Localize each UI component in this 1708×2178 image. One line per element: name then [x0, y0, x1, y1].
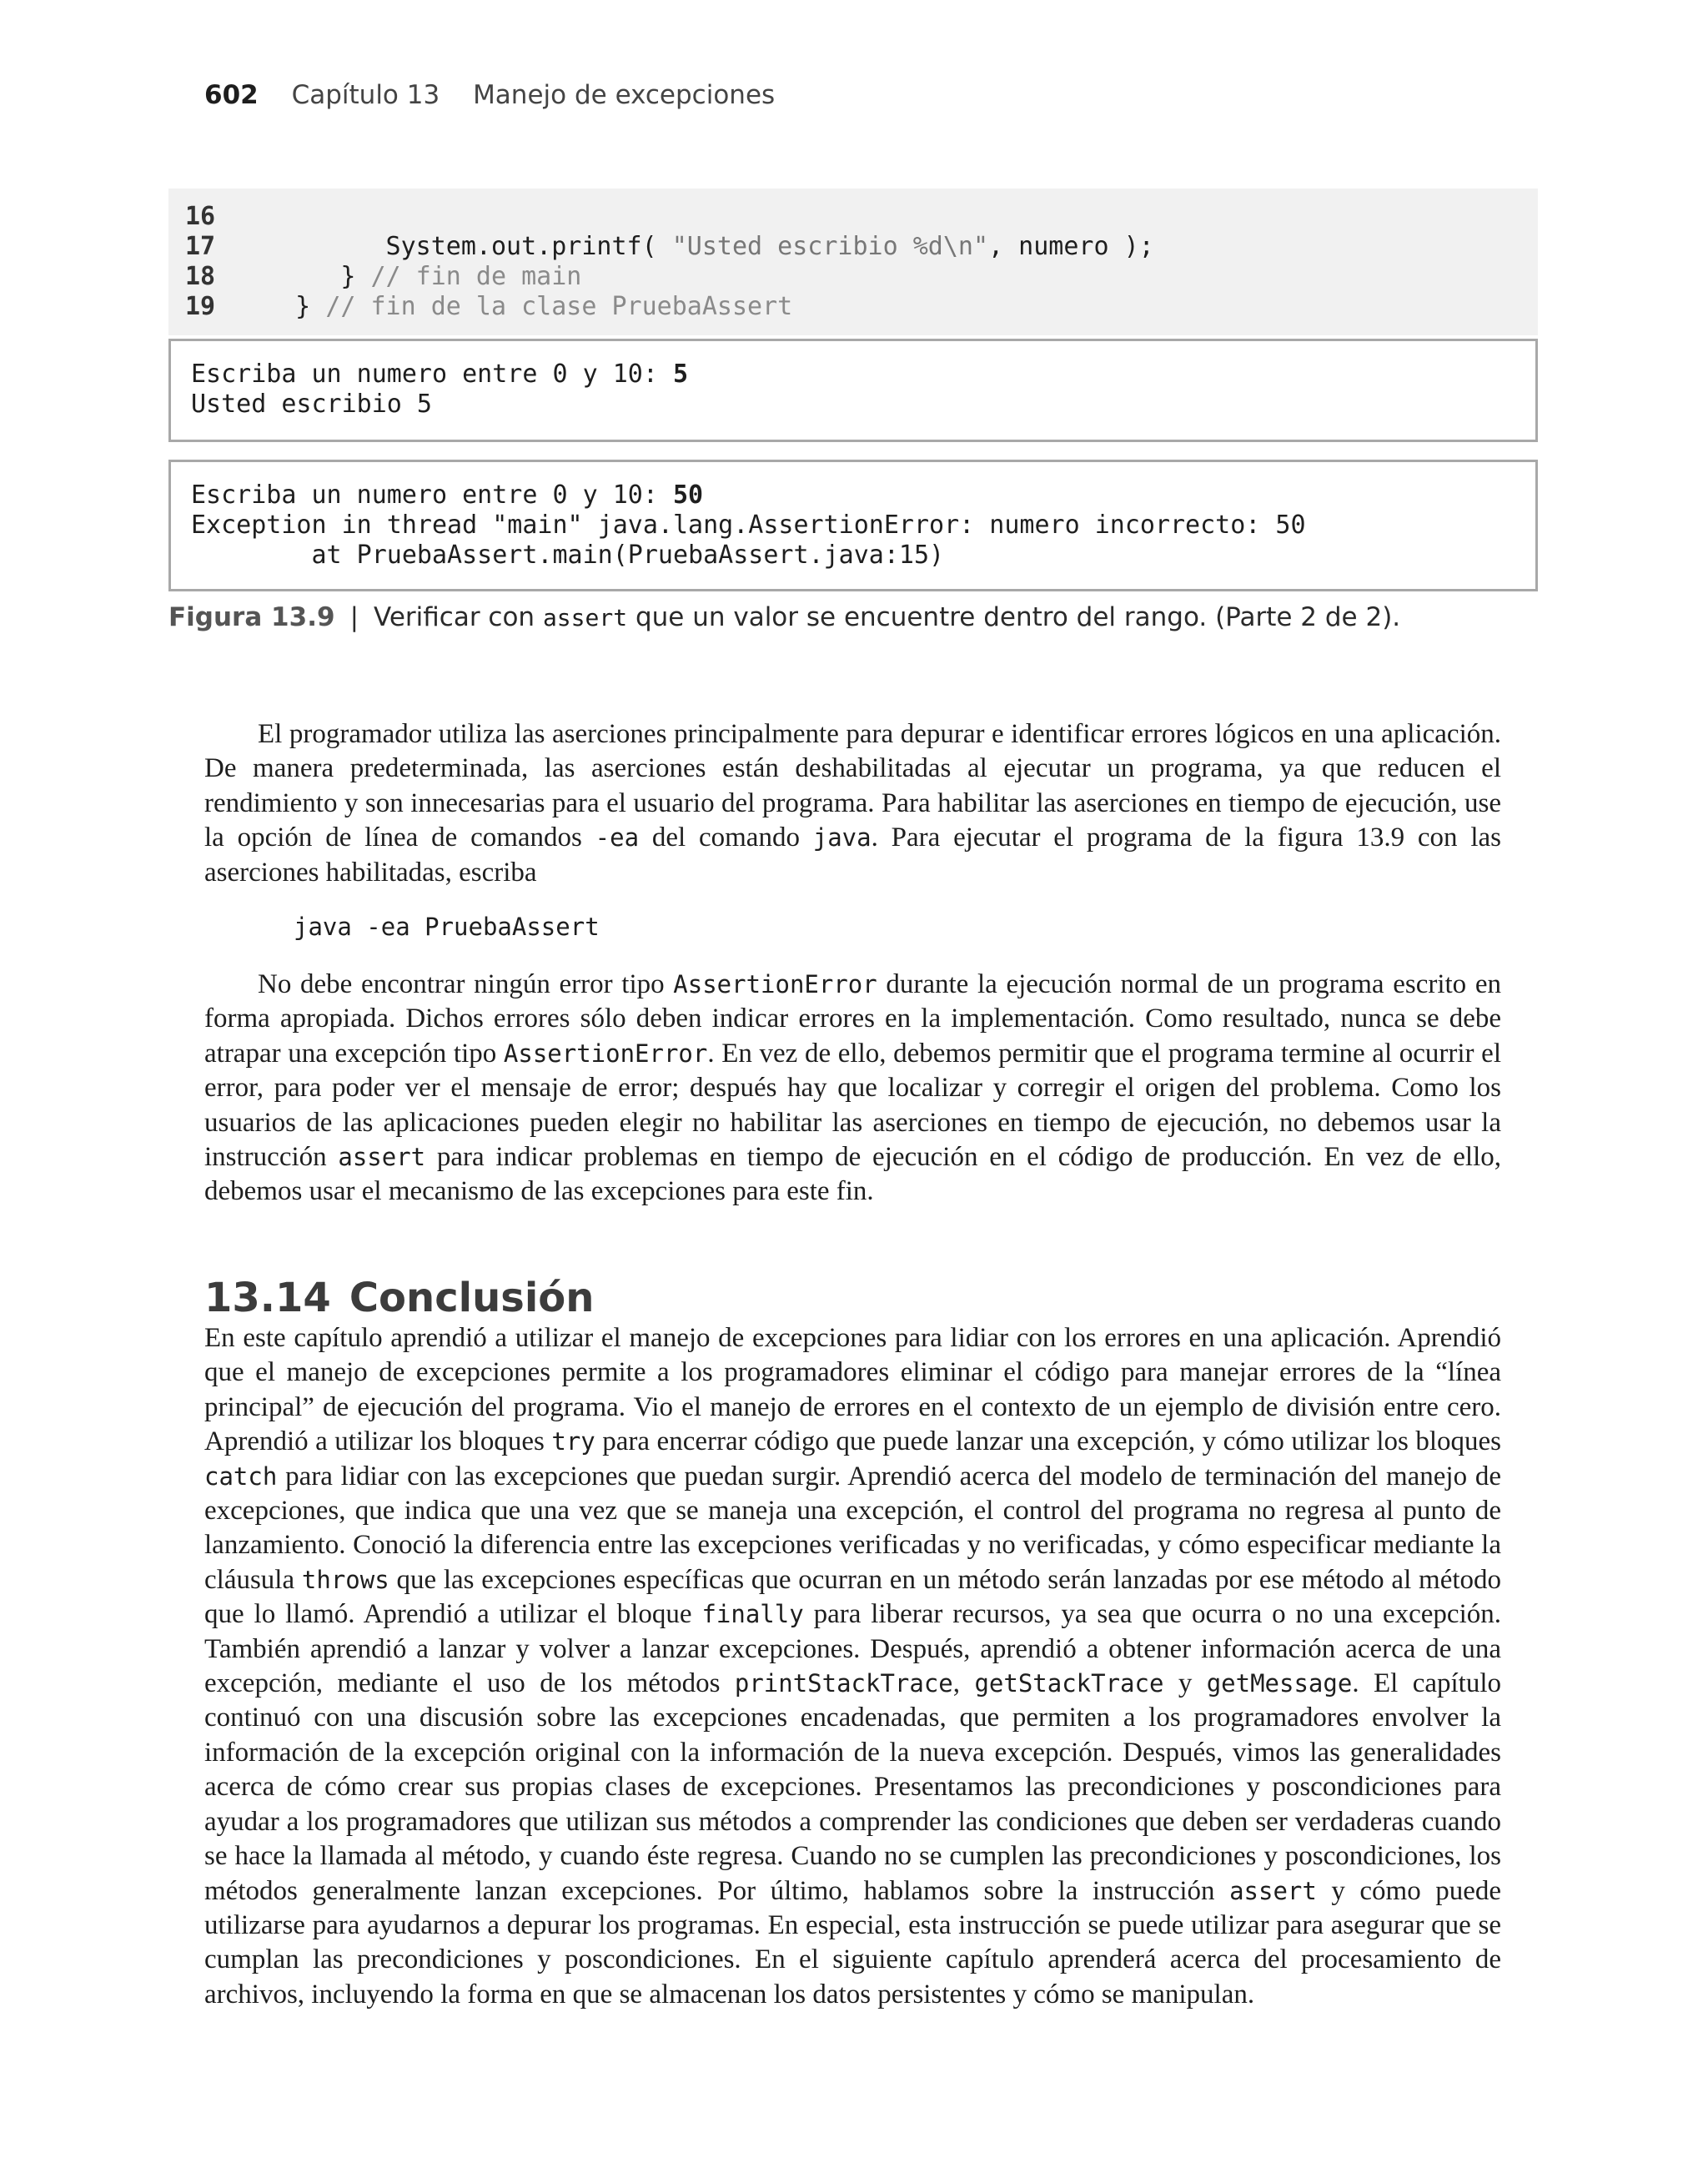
code-line-text	[250, 262, 581, 292]
code-line-number: 17	[185, 232, 216, 261]
paragraph-text: del comando	[639, 822, 813, 853]
code-token: }	[250, 262, 371, 291]
inline-code: AssertionError	[503, 1039, 708, 1068]
paragraph-text: para indicar problemas en tiempo de ejecución en el código de producción. En vez de ello, debemos usar el mecanismo de las excepciones para este fin.	[204, 1142, 1501, 1207]
paragraph-text: En este capítulo aprendió a utilizar el manejo de excepciones para lidiar con los errores en una aplicación. Aprendió que el manejo de excepciones permite a los programadores eliminar el código para manejar errores de la “línea principal” de ejecución del programa. Vio el manejo de errores en el contexto de un ejemplo de división entre cero. Aprendió a utilizar los bloques	[204, 1323, 1501, 1457]
inline-code: AssertionError	[673, 970, 877, 998]
body-paragraph	[204, 717, 1501, 890]
caption-text: que un valor se encuentre dentro del rango. (Parte 2 de 2).	[627, 602, 1401, 632]
section-number: 13.14	[204, 1275, 331, 1321]
section-heading	[204, 1275, 594, 1321]
inline-code: assert	[338, 1143, 426, 1172]
paragraph-text: y cómo puede utilizarse para ayudarnos a depurar los programas. En especial, esta instrucción se puede utilizar para asegurar que se cumplan las precondiciones y poscondiciones. En el siguiente capítulo aprenderá acerca del procesamiento de archivos, incluyendo la forma en que se almacenan los datos persistentes y cómo se manipulan.	[204, 1875, 1502, 2009]
inline-code: getMessage	[1206, 1669, 1353, 1698]
code-token: }	[250, 292, 326, 321]
figure-caption	[168, 602, 1400, 632]
caption-code: assert	[542, 604, 628, 631]
paragraph-text: y	[1163, 1668, 1207, 1699]
output-line: Exception in thread "main" java.lang.AssertionError: numero incorrecto: 50	[191, 511, 1306, 540]
inline-code: assert	[1229, 1876, 1317, 1905]
paragraph-text: . En vez de ello, debemos permitir que el programa termine al ocurrir el error, para poder ver el mensaje de error; después hay que localizar y corregir el origen del problema. Como los usuarios de las aplicaciones pueden elegir no habilitar las aserciones en tiempo de ejecución, no debemos usar la instrucción	[204, 1038, 1502, 1173]
output-prompt: Escriba un numero entre 0 y 10:	[191, 360, 673, 389]
output-user-input: 5	[672, 360, 689, 389]
code-comment: // fin de la clase PruebaAssert	[325, 292, 793, 321]
paragraph-text: que las excepciones específicas que ocurran en un método serán lanzadas por ese método al método que lo llamó. Aprendió a utilizar el bloque	[204, 1564, 1502, 1630]
inline-code: catch	[204, 1461, 278, 1491]
page-header	[204, 80, 775, 110]
code-token: , numero );	[988, 232, 1154, 261]
inline-code: -ea	[595, 823, 640, 853]
paragraph-text: ,	[952, 1668, 975, 1699]
inline-code: try	[551, 1427, 595, 1456]
figure-label: Figura 13.9	[168, 602, 335, 632]
chapter-label: Capítulo 13	[291, 80, 440, 110]
command-example: java -ea PruebaAssert	[294, 913, 600, 941]
paragraph-text: No debe encontrar ningún error tipo	[258, 969, 674, 999]
code-line	[168, 232, 1538, 262]
program-output-2	[168, 460, 1538, 591]
code-line	[168, 262, 1538, 292]
paragraph-text: El programador utiliza las aserciones principalmente para depurar e identificar errores lógicos en una aplicación. De manera predeterminada, las aserciones están deshabilitadas al ejecutar un programa, ya que reducen el rendimiento y son innecesarias para el usuario del programa. Para habilitar las aserciones en tiempo de ejecución, use la opción de línea de comandos	[204, 719, 1501, 853]
code-token: System.out.printf(	[250, 232, 672, 261]
section-title: Conclusión	[349, 1275, 595, 1321]
code-line	[168, 292, 1538, 322]
code-line-text	[250, 292, 792, 322]
paragraph-text: . El capítulo continuó con una discusión sobre las excepciones encadenadas, que permiten a los programadores envolver la información de la excepción original con la información de la nueva excepción. Después, vimos las generalidades acerca de cómo crear sus propias clases de excepciones. Presentamos las precondiciones y poscondiciones para ayudar a los programadores que utilizan sus métodos a comprender las condiciones que deben ser verdaderas cuando se hace la llamada al método, y cuando éste regresa. Cuando no se cumplen las precondiciones y poscondiciones, los métodos generalmente lanzan excepciones. Por último, hablamos sobre la instrucción	[204, 1668, 1501, 1906]
body-paragraph	[204, 968, 1501, 1210]
code-comment: // fin de main	[370, 262, 582, 291]
code-string: "Usted escribio %d\n"	[671, 232, 989, 261]
paragraph-text: durante la ejecución normal de un programa escrito en forma apropiada. Dichos errores sólo deben indicar errores en la implementación. Como resultado, nunca se debe atrapar una excepción tipo	[204, 969, 1501, 1069]
caption-separator: |	[349, 602, 359, 632]
code-line	[168, 202, 1538, 232]
body-paragraph	[204, 1321, 1501, 2012]
output-user-input: 50	[672, 480, 704, 510]
inline-code: finally	[701, 1600, 804, 1629]
code-line-number: 19	[185, 292, 216, 321]
paragraph-text: . Para ejecutar el programa de la figura 13.9 con las aserciones habilitadas, escriba	[204, 822, 1501, 888]
code-line-number: 18	[185, 262, 216, 291]
output-line	[191, 360, 1535, 390]
caption-text: Verificar con	[374, 602, 543, 632]
paragraph-text: para encerrar código que puede lanzar una excepción, y cómo utilizar los bloques	[595, 1426, 1501, 1457]
paragraph-text: para lidiar con las excepciones que puedan surgir. Aprendió acerca del modelo de terminación del manejo de excepciones, que indica que una vez que se maneja una excepción, el control del programa no regresa al punto de lanzamiento. Conoció la diferencia entre las excepciones verificadas y no verificadas, y cómo especificar mediante la cláusula	[204, 1461, 1501, 1595]
inline-code: throws	[301, 1565, 389, 1594]
page-number: 602	[204, 80, 259, 110]
inline-code: java	[812, 823, 872, 853]
output-line: at PruebaAssert.main(PruebaAssert.java:15)	[191, 541, 945, 570]
paragraph-text: para liberar recursos, ya sea que ocurra o no una excepción. También aprendió a lanzar y volver a lanzar excepciones. Después, aprendió a obtener información acerca de una excepción, mediante el uso de los métodos	[204, 1599, 1501, 1699]
output-line: Usted escribio 5	[191, 390, 432, 419]
output-line	[191, 480, 1535, 511]
chapter-title: Manejo de excepciones	[473, 80, 776, 110]
inline-code: getStackTrace	[974, 1669, 1164, 1698]
code-line-number: 16	[185, 202, 216, 231]
output-prompt: Escriba un numero entre 0 y 10:	[191, 480, 673, 510]
program-output-1	[168, 339, 1538, 442]
code-line-text	[250, 232, 1154, 262]
inline-code: printStackTrace	[734, 1669, 953, 1698]
code-listing	[168, 189, 1538, 335]
